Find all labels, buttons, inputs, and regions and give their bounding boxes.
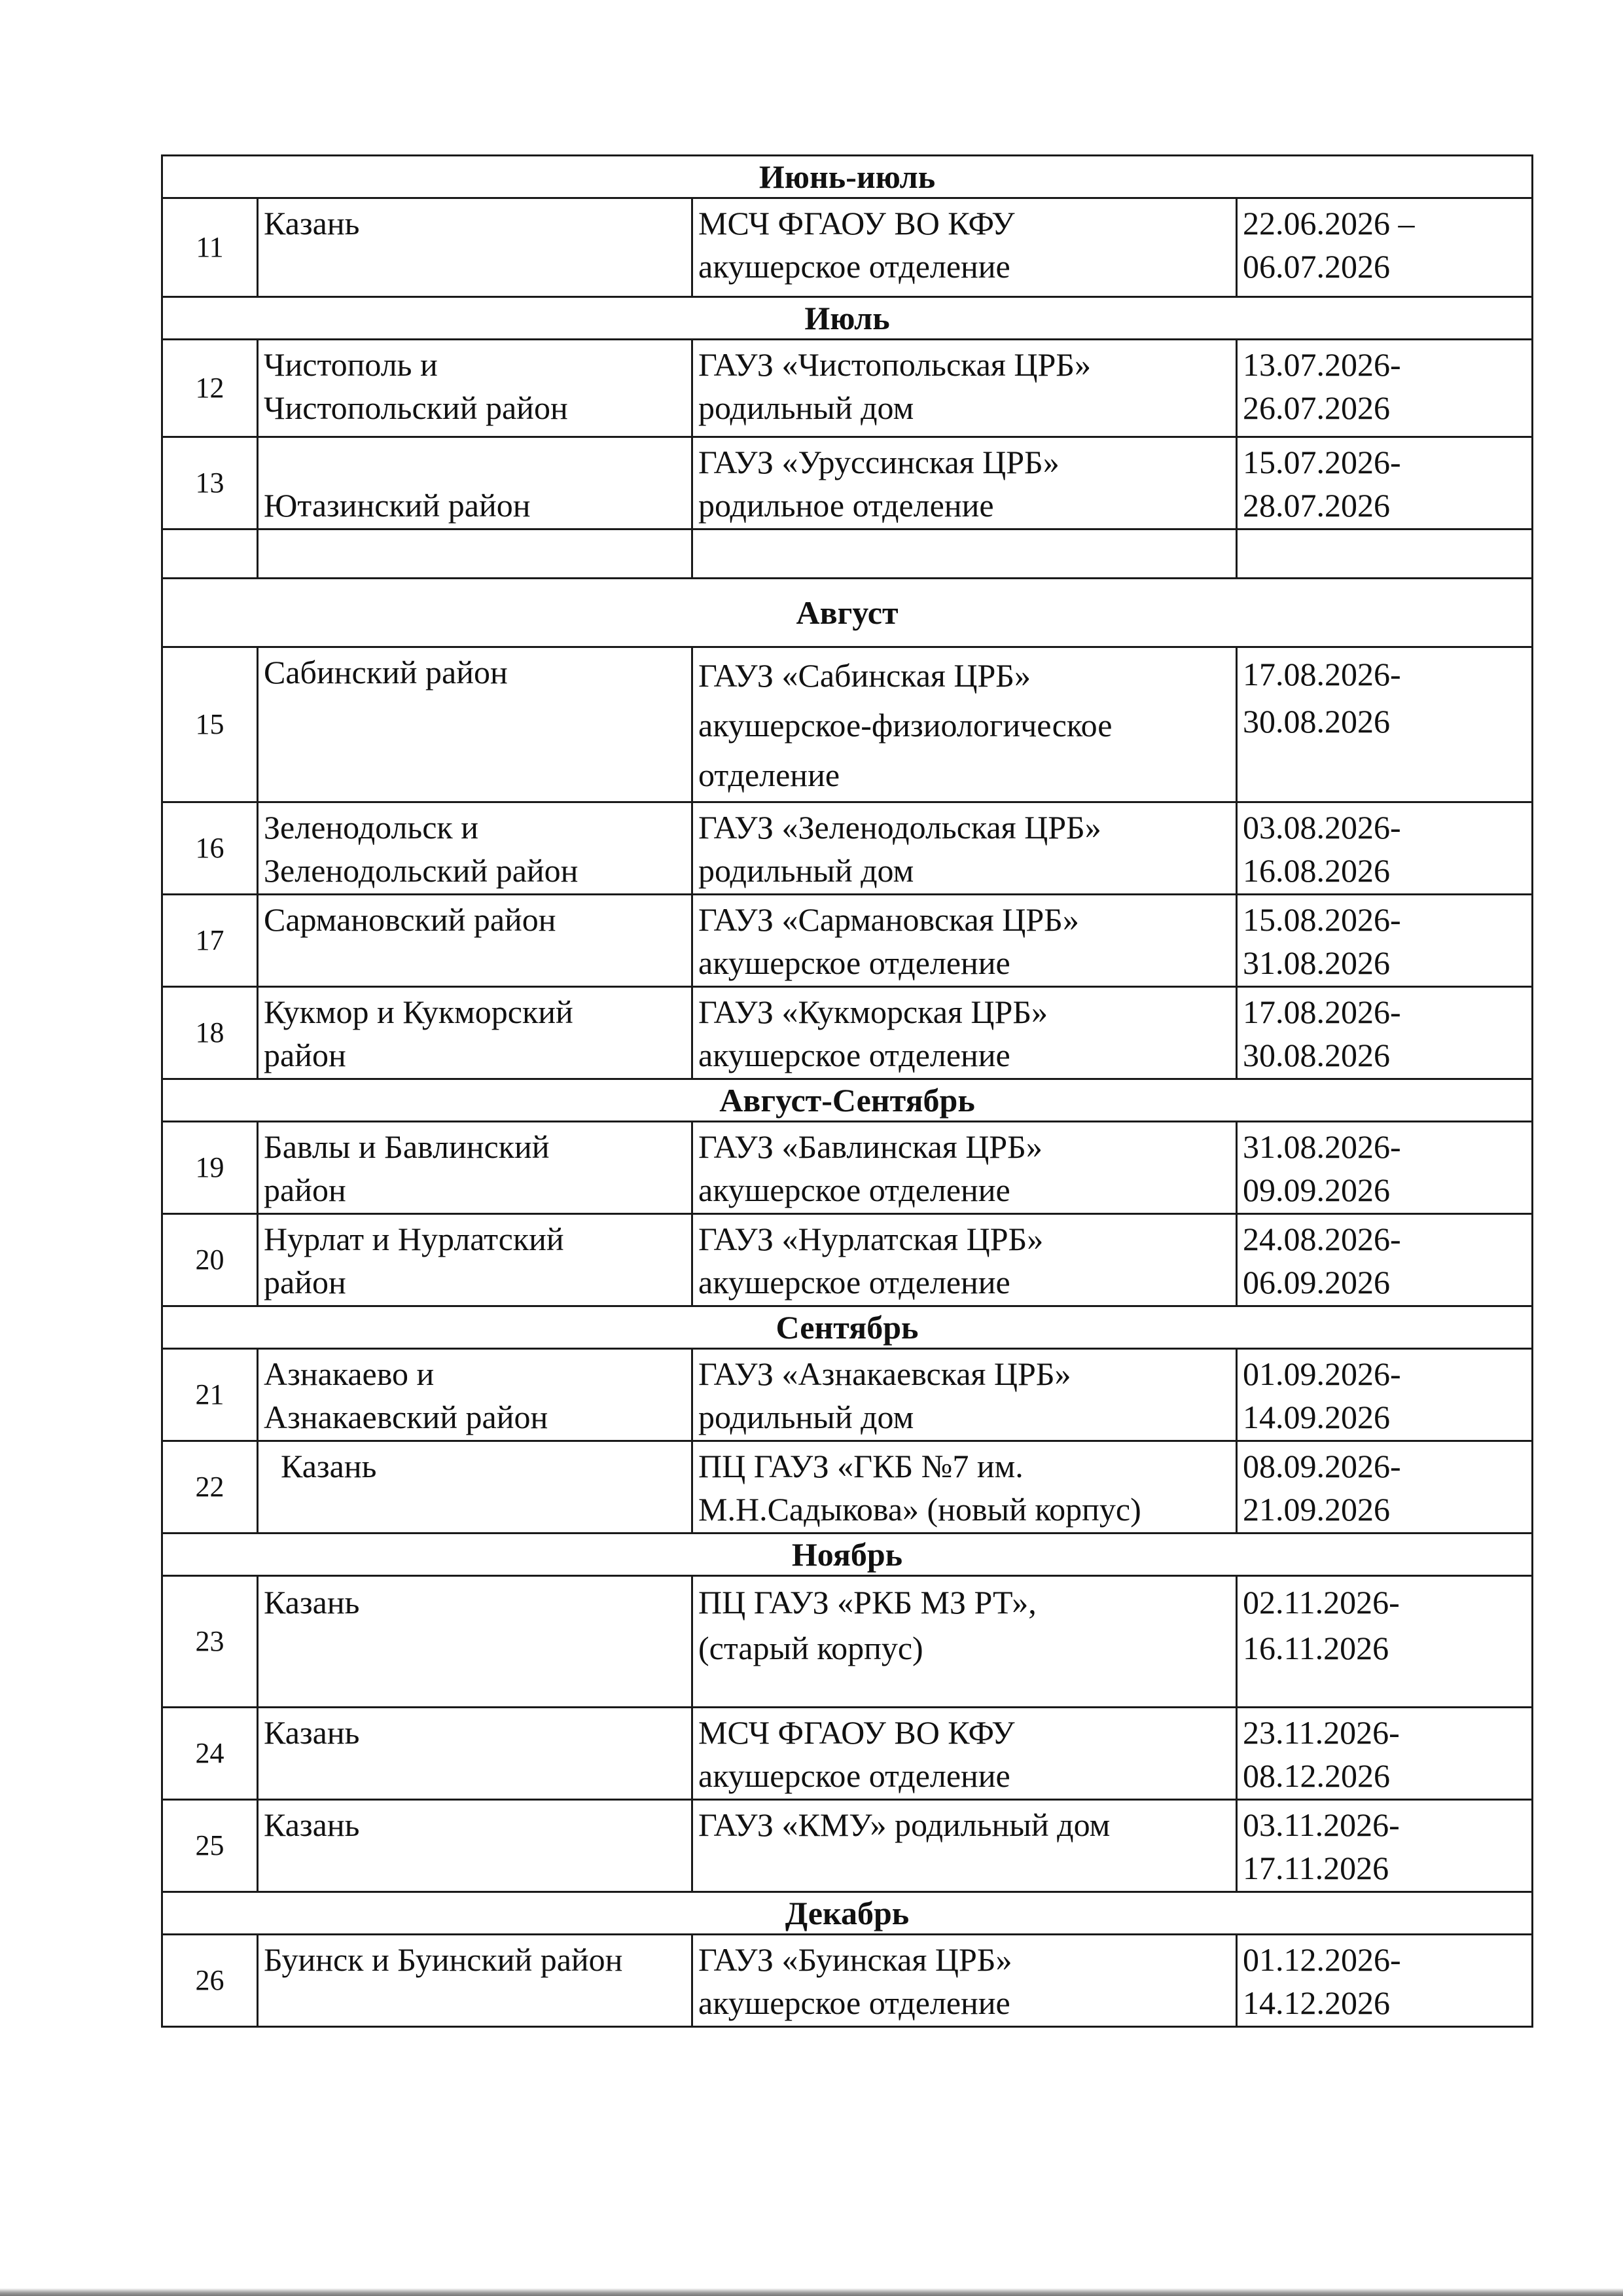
institution-line: ГАУЗ «Азнакаевская ЦРБ»: [698, 1355, 1071, 1392]
location-line: Сабинский район: [264, 654, 508, 691]
dates-cell: [1237, 1708, 1533, 1800]
table-row: [162, 802, 1533, 895]
institution-line: ГАУЗ «Нурлатская ЦРБ»: [698, 1221, 1044, 1257]
institution-line: ГАУЗ «Кукморская ЦРБ»: [698, 994, 1048, 1030]
dates-cell: [1237, 1441, 1533, 1534]
table-row: [162, 1800, 1533, 1892]
date-end: 31.08.2026: [1243, 944, 1390, 981]
date-start: 31.08.2026-: [1243, 1128, 1401, 1165]
location-line: Казань: [264, 1806, 360, 1843]
dates-cell: [1237, 340, 1533, 437]
location-cell: [258, 647, 692, 802]
row-number: 20: [162, 1214, 258, 1306]
location-cell: [258, 1935, 692, 2027]
date-start: 24.08.2026-: [1243, 1221, 1401, 1257]
dates-cell: [1237, 1576, 1533, 1708]
table-row: [162, 1708, 1533, 1800]
institution-cell: [692, 1214, 1237, 1306]
dates-cell: [1237, 1122, 1533, 1214]
institution-line: родильное отделение: [698, 487, 994, 524]
location-line: Казань: [264, 1584, 360, 1621]
institution-line: ГАУЗ «Сармановская ЦРБ»: [698, 901, 1079, 938]
date-start: 13.07.2026-: [1243, 346, 1401, 383]
table-row: [162, 1122, 1533, 1214]
table-row: [162, 987, 1533, 1079]
institution-line: ГАУЗ «Буинская ЦРБ»: [698, 1941, 1012, 1978]
month-header-row: [162, 156, 1533, 198]
dates-cell: [1237, 1214, 1533, 1306]
dates-cell: [1237, 802, 1533, 895]
date-start: 22.06.2026 –: [1243, 205, 1415, 242]
location-line: Чистопольский район: [264, 389, 568, 426]
institution-cell: [692, 1122, 1237, 1214]
date-start: 15.08.2026-: [1243, 901, 1401, 938]
date-start: 23.11.2026-: [1243, 1714, 1400, 1751]
date-end: 08.12.2026: [1243, 1757, 1390, 1794]
month-header: Декабрь: [162, 1892, 1533, 1935]
location-line: Казань: [281, 1448, 377, 1484]
month-header: Сентябрь: [162, 1306, 1533, 1349]
institution-cell: [692, 1349, 1237, 1441]
institution-line: ПЦ ГАУЗ «ГКБ №7 им.: [698, 1448, 1024, 1484]
location-line: Бавлы и Бавлинский: [264, 1128, 550, 1165]
institution-line: ГАУЗ «Уруссинская ЦРБ»: [698, 444, 1060, 480]
institution-line: ГАУЗ «Зеленодольская ЦРБ»: [698, 809, 1101, 846]
row-number: [162, 529, 258, 579]
month-header: Ноябрь: [162, 1534, 1533, 1576]
location-line: Казань: [264, 205, 360, 242]
institution-line: МСЧ ФГАОУ ВО КФУ: [698, 205, 1015, 242]
location-line: Азнакаевский район: [264, 1399, 548, 1435]
dates-cell: [1237, 987, 1533, 1079]
location-cell: [258, 1122, 692, 1214]
date-end: 16.08.2026: [1243, 852, 1390, 889]
location-line: Кукмор и Кукморский: [264, 994, 573, 1030]
month-header-row: [162, 1892, 1533, 1935]
dates-cell: [1237, 895, 1533, 987]
row-number: 19: [162, 1122, 258, 1214]
institution-cell: [692, 1576, 1237, 1708]
institution-cell: [692, 987, 1237, 1079]
dates-cell: [1237, 1935, 1533, 2027]
row-number: 24: [162, 1708, 258, 1800]
month-header-row: [162, 579, 1533, 647]
location-line: Зеленодольский район: [264, 852, 579, 889]
row-number: 12: [162, 340, 258, 437]
institution-cell: [692, 437, 1237, 529]
institution-line: МСЧ ФГАОУ ВО КФУ: [698, 1714, 1015, 1751]
institution-line: М.Н.Садыкова» (новый корпус): [698, 1491, 1141, 1528]
dates-cell: [1237, 198, 1533, 297]
table-row: [162, 340, 1533, 437]
row-number: 25: [162, 1800, 258, 1892]
table-row: [162, 1441, 1533, 1534]
institution-cell: [692, 895, 1237, 987]
dates-cell: [1237, 529, 1533, 579]
month-header-row: [162, 1534, 1533, 1576]
location-line: Казань: [264, 1714, 360, 1751]
month-header-row: [162, 297, 1533, 340]
date-start: 17.08.2026-: [1243, 994, 1401, 1030]
institution-line: акушерское отделение: [698, 1037, 1010, 1073]
date-start: 02.11.2026-: [1243, 1584, 1400, 1621]
month-header-row: [162, 1079, 1533, 1122]
institution-cell: [692, 1800, 1237, 1892]
date-end: 17.11.2026: [1243, 1850, 1389, 1886]
location-cell: [258, 1349, 692, 1441]
date-end: 06.07.2026: [1243, 248, 1390, 285]
date-start: 01.09.2026-: [1243, 1355, 1401, 1392]
location-line: Нурлат и Нурлатский: [264, 1221, 564, 1257]
dates-cell: [1237, 437, 1533, 529]
table-row: [162, 437, 1533, 529]
location-line: [264, 440, 687, 484]
empty-row: [162, 529, 1533, 579]
dates-cell: [1237, 647, 1533, 802]
location-line: Азнакаево и: [264, 1355, 435, 1392]
row-number: 23: [162, 1576, 258, 1708]
row-number: 22: [162, 1441, 258, 1534]
date-end: 26.07.2026: [1243, 389, 1390, 426]
location-line: Чистополь и: [264, 346, 438, 383]
location-cell: [258, 1800, 692, 1892]
institution-line: ПЦ ГАУЗ «РКБ МЗ РТ»,: [698, 1584, 1037, 1621]
row-number: 21: [162, 1349, 258, 1441]
institution-line: акушерское отделение: [698, 1757, 1010, 1794]
institution-line: родильный дом: [698, 852, 914, 889]
schedule-table: [161, 154, 1533, 2028]
date-start: 15.07.2026-: [1243, 444, 1401, 480]
institution-line: акушерское отделение: [698, 1264, 1010, 1300]
institution-line: ГАУЗ «КМУ» родильный дом: [698, 1806, 1111, 1843]
table-row: [162, 1576, 1533, 1708]
location-cell: [258, 895, 692, 987]
institution-line: отделение: [698, 757, 840, 793]
dates-cell: [1237, 1800, 1533, 1892]
institution-line: родильный дом: [698, 389, 914, 426]
date-end: 06.09.2026: [1243, 1264, 1390, 1300]
date-end: 14.12.2026: [1243, 1984, 1390, 2021]
date-end: 16.11.2026: [1243, 1630, 1389, 1666]
institution-cell: [692, 647, 1237, 802]
month-header-row: [162, 1306, 1533, 1349]
table-row: [162, 1935, 1533, 2027]
dates-cell: [1237, 1349, 1533, 1441]
institution-cell: [692, 529, 1237, 579]
institution-cell: [692, 1935, 1237, 2027]
institution-line: родильный дом: [698, 1399, 914, 1435]
institution-line: акушерское отделение: [698, 944, 1010, 981]
institution-line: ГАУЗ «Сабинская ЦРБ»: [698, 657, 1031, 694]
row-number: 18: [162, 987, 258, 1079]
institution-cell: [692, 340, 1237, 437]
date-start: 17.08.2026-: [1243, 656, 1401, 692]
location-line: район: [264, 1172, 346, 1208]
date-end: 09.09.2026: [1243, 1172, 1390, 1208]
location-cell: [258, 529, 692, 579]
date-end: 28.07.2026: [1243, 487, 1390, 524]
month-header: Август-Сентябрь: [162, 1079, 1533, 1122]
table-row: [162, 895, 1533, 987]
location-line: район: [264, 1264, 346, 1300]
date-start: 03.11.2026-: [1243, 1806, 1400, 1843]
institution-line: акушерское отделение: [698, 248, 1010, 285]
location-cell: [258, 987, 692, 1079]
row-number: 13: [162, 437, 258, 529]
location-line: Буинск и Буинский район: [264, 1941, 623, 1978]
location-cell: [258, 1576, 692, 1708]
date-start: 08.09.2026-: [1243, 1448, 1401, 1484]
location-cell: [258, 198, 692, 297]
institution-line: ГАУЗ «Чистопольская ЦРБ»: [698, 346, 1091, 383]
institution-line: (старый корпус): [698, 1630, 923, 1666]
row-number: 26: [162, 1935, 258, 2027]
institution-cell: [692, 198, 1237, 297]
month-header: Август: [162, 579, 1533, 647]
institution-line: акушерское-физиологическое: [698, 707, 1113, 744]
location-cell: [258, 802, 692, 895]
location-line: район: [264, 1037, 346, 1073]
row-number: 11: [162, 198, 258, 297]
scan-edge: [0, 2288, 1623, 2296]
location-cell: [258, 437, 692, 529]
table-row: [162, 1214, 1533, 1306]
row-number: 17: [162, 895, 258, 987]
location-line: Ютазинский район: [264, 487, 531, 524]
institution-line: акушерское отделение: [698, 1172, 1010, 1208]
institution-line: ГАУЗ «Бавлинская ЦРБ»: [698, 1128, 1043, 1165]
month-header: Июль: [162, 297, 1533, 340]
location-cell: [258, 1708, 692, 1800]
date-end: 14.09.2026: [1243, 1399, 1390, 1435]
table-row: [162, 198, 1533, 297]
month-header: Июнь-июль: [162, 156, 1533, 198]
institution-line: акушерское отделение: [698, 1984, 1010, 2021]
location-cell: [258, 1441, 692, 1534]
location-line: Зеленодольск и: [264, 809, 478, 846]
row-number: 15: [162, 647, 258, 802]
institution-cell: [692, 1441, 1237, 1534]
location-cell: [258, 340, 692, 437]
date-end: 30.08.2026: [1243, 1037, 1390, 1073]
location-cell: [258, 1214, 692, 1306]
row-number: 16: [162, 802, 258, 895]
date-start: 01.12.2026-: [1243, 1941, 1401, 1978]
institution-cell: [692, 802, 1237, 895]
location-line: Сармановский район: [264, 901, 556, 938]
date-end: 30.08.2026: [1243, 703, 1390, 740]
table-row: [162, 647, 1533, 802]
table-row: [162, 1349, 1533, 1441]
institution-cell: [692, 1708, 1237, 1800]
date-start: 03.08.2026-: [1243, 809, 1401, 846]
date-end: 21.09.2026: [1243, 1491, 1390, 1528]
